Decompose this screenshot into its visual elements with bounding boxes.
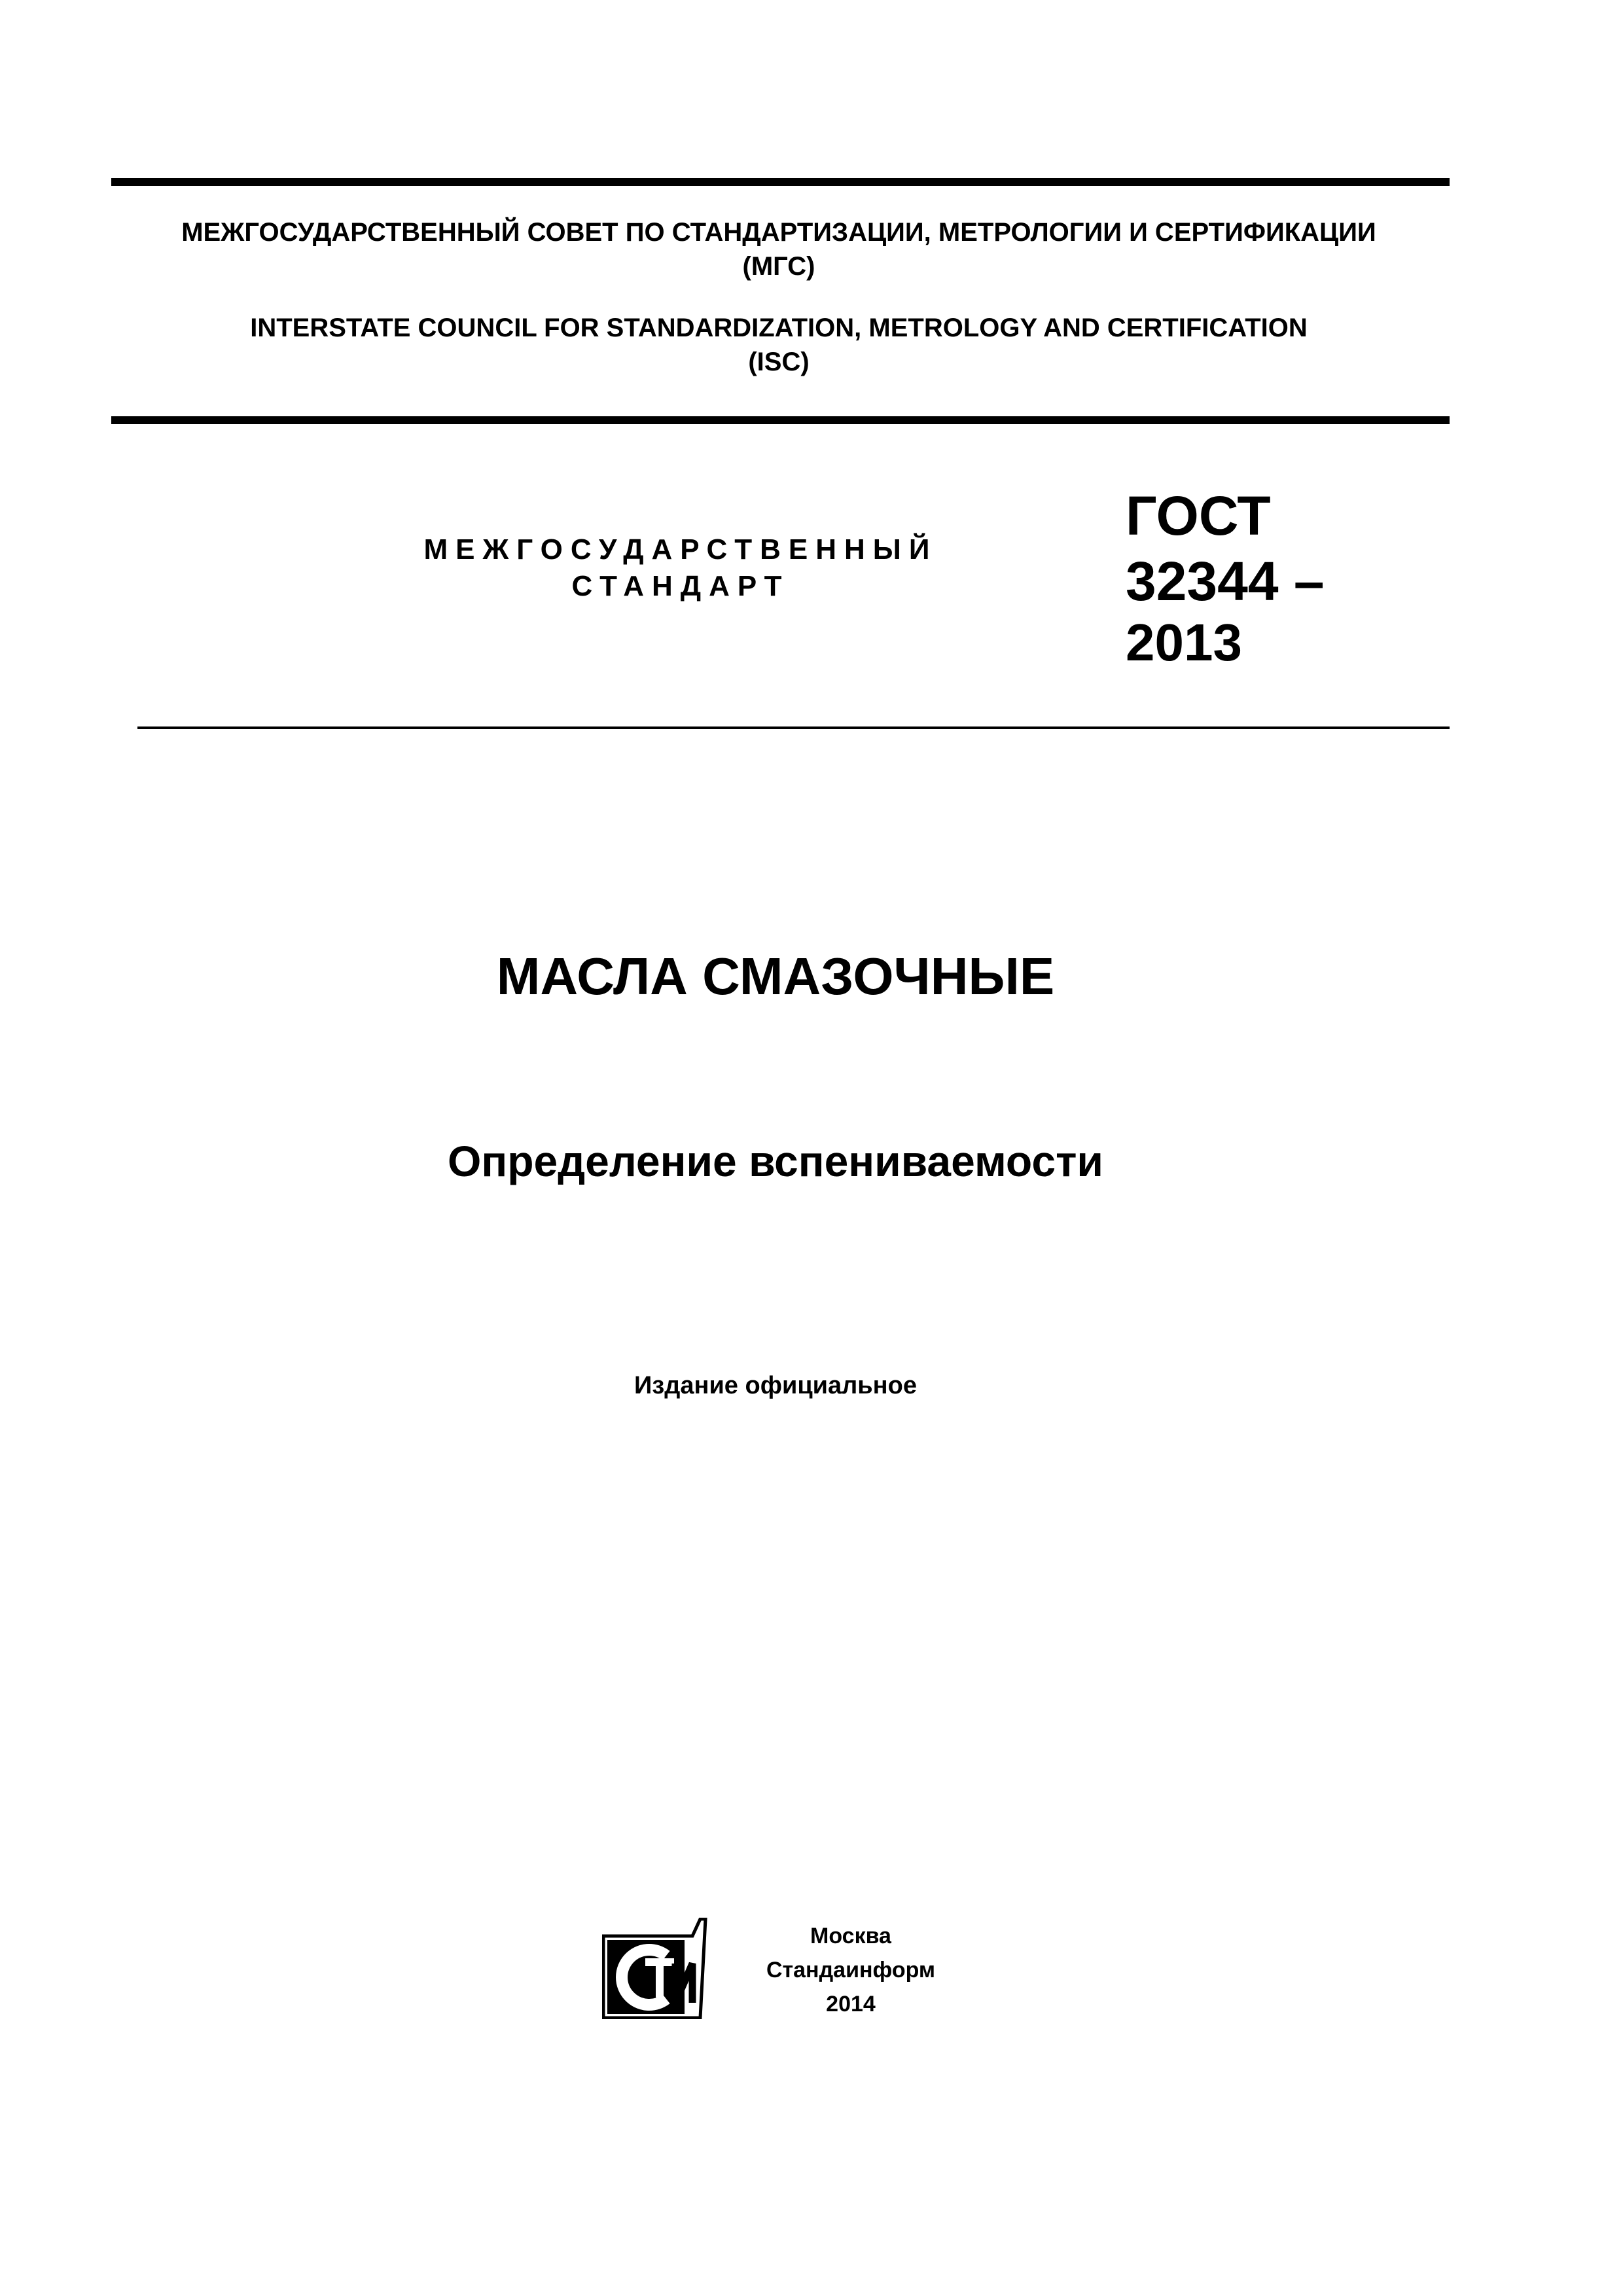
top-rule xyxy=(111,178,1450,186)
standartinform-logo-icon xyxy=(602,1918,713,2019)
header-bottom-rule xyxy=(111,416,1450,424)
standard-type-line2: СТАНДАРТ xyxy=(571,570,790,602)
council-abbr-ru: (МГС) xyxy=(742,252,815,281)
document-title: МАСЛА СМАЗОЧНЫЕ xyxy=(496,947,1055,1005)
standard-type-line1: МЕЖГОСУДАРСТВЕННЫЙ xyxy=(423,533,938,565)
gost-year: 2013 xyxy=(1126,613,1242,672)
edition-note: Издание официальное xyxy=(634,1372,917,1399)
council-name-en: INTERSTATE COUNCIL FOR STANDARDIZATION, METROLOGY AND CERTIFICATION xyxy=(250,314,1308,342)
imprint-city: Москва xyxy=(810,1924,891,1948)
imprint-publisher: Стандаинформ xyxy=(766,1958,936,1982)
gost-number: 32344 – xyxy=(1126,550,1325,612)
gost-label: ГОСТ xyxy=(1126,485,1271,547)
council-abbr-en: (ISC) xyxy=(748,348,810,376)
designation-rule xyxy=(137,726,1450,729)
council-name-ru: МЕЖГОСУДАРСТВЕННЫЙ СОВЕТ ПО СТАНДАРТИЗАЦИИ, МЕТРОЛОГИИ И СЕРТИФИКАЦИИ xyxy=(181,218,1376,247)
imprint-year: 2014 xyxy=(826,1992,876,2017)
document-subtitle: Определение вспениваемости xyxy=(448,1137,1103,1185)
